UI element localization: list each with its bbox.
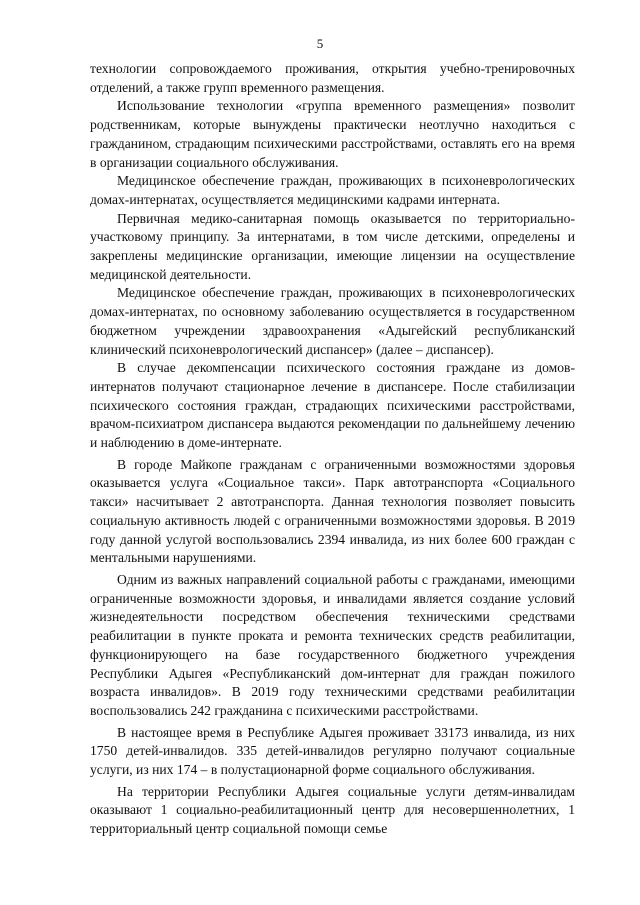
paragraph-temporary-placement-technology: Использование технологии «группа временного размещения» позволит родственникам, которые вынуждены практически неотлучно находиться с гражданином, страдающим психическими расстройствами, оставлять его на время в организации социального обслуживания. bbox=[90, 98, 575, 170]
paragraph-disability-statistics: В настоящее время в Республике Адыгея проживает 33173 инвалида, из них 1750 детей-инвалидов. 335 детей-инвалидов регулярно получают социальные услуги, из них 174 – в полустационарной форме социального обслуживания. bbox=[90, 724, 575, 778]
paragraph-medical-support-staff: Медицинское обеспечение граждан, проживающих в психоневрологических домах-интернатах, осуществляется медицинскими кадрами интерната. bbox=[90, 173, 575, 207]
document-body bbox=[90, 60, 575, 839]
paragraph-social-services-children: На территории Республики Адыгея социальные услуги детям-инвалидам оказывают 1 социально-реабилитационный центр для несовершеннолетних, 1 территориальный центр социальной помощи семье bbox=[90, 783, 575, 837]
paragraph-primary-health-care: Первичная медико-санитарная помощь оказывается по территориально-участковому принципу. За интернатами, в том числе детскими, определены и закреплены медицинские организации, имеющие лицензии на осуществление медицинской деятельности. bbox=[90, 210, 575, 282]
paragraph-rehabilitation-equipment: Одним из важных направлений социальной работы с гражданами, имеющими ограниченные возможности здоровья, и инвалидами является создание условий жизнедеятельности посредством обеспечения техническими средствами реабилитации в пункте проката и ремонта технических средств реабилитации, функционирующего на базе государственного бюджетного учреждения Республики Адыгея «Республиканский дом-интернат для граждан пожилого возраста инвалидов». В 2019 году техническими средствами реабилитации воспользовались 242 гражданина с психическими расстройствами. bbox=[90, 571, 575, 718]
paragraph-social-taxi: В городе Майкопе гражданам с ограниченными возможностями здоровья оказывается услуга «Социальное такси». Парк автотранспорта «Социального такси» насчитывает 2 автотранспорта. Данная технология позволяет повысить социальную активность людей с ограниченными возможностями здоровья. В 2019 году данной услугой воспользовались 2394 инвалида, из них более 600 граждан с ментальными нарушениями. bbox=[90, 456, 575, 566]
page-number: 5 bbox=[316, 36, 324, 51]
paragraph-psychoneurological-dispensary: Медицинское обеспечение граждан, проживающих в психоневрологических домах-интернатах, по основному заболеванию осуществляется в государственном бюджетном учреждении здравоохранения «Адыгейский республиканский клинический психоневрологический диспансер» (далее – диспансер). bbox=[90, 285, 575, 357]
paragraph-decompensation-treatment: В случае декомпенсации психического состояния граждане из домов-интернатов получают стационарное лечение в диспансере. После стабилизации психического состояния граждан, страдающих психическими расстройствами, врачом-психиатром диспансера выдаются рекомендации по дальнейшему лечению и наблюдению в доме-интернате. bbox=[90, 360, 575, 451]
paragraph-group-placement-continuation: технологии сопровождаемого проживания, открытия учебно-тренировочных отделений, а также групп временного размещения. bbox=[90, 61, 575, 95]
